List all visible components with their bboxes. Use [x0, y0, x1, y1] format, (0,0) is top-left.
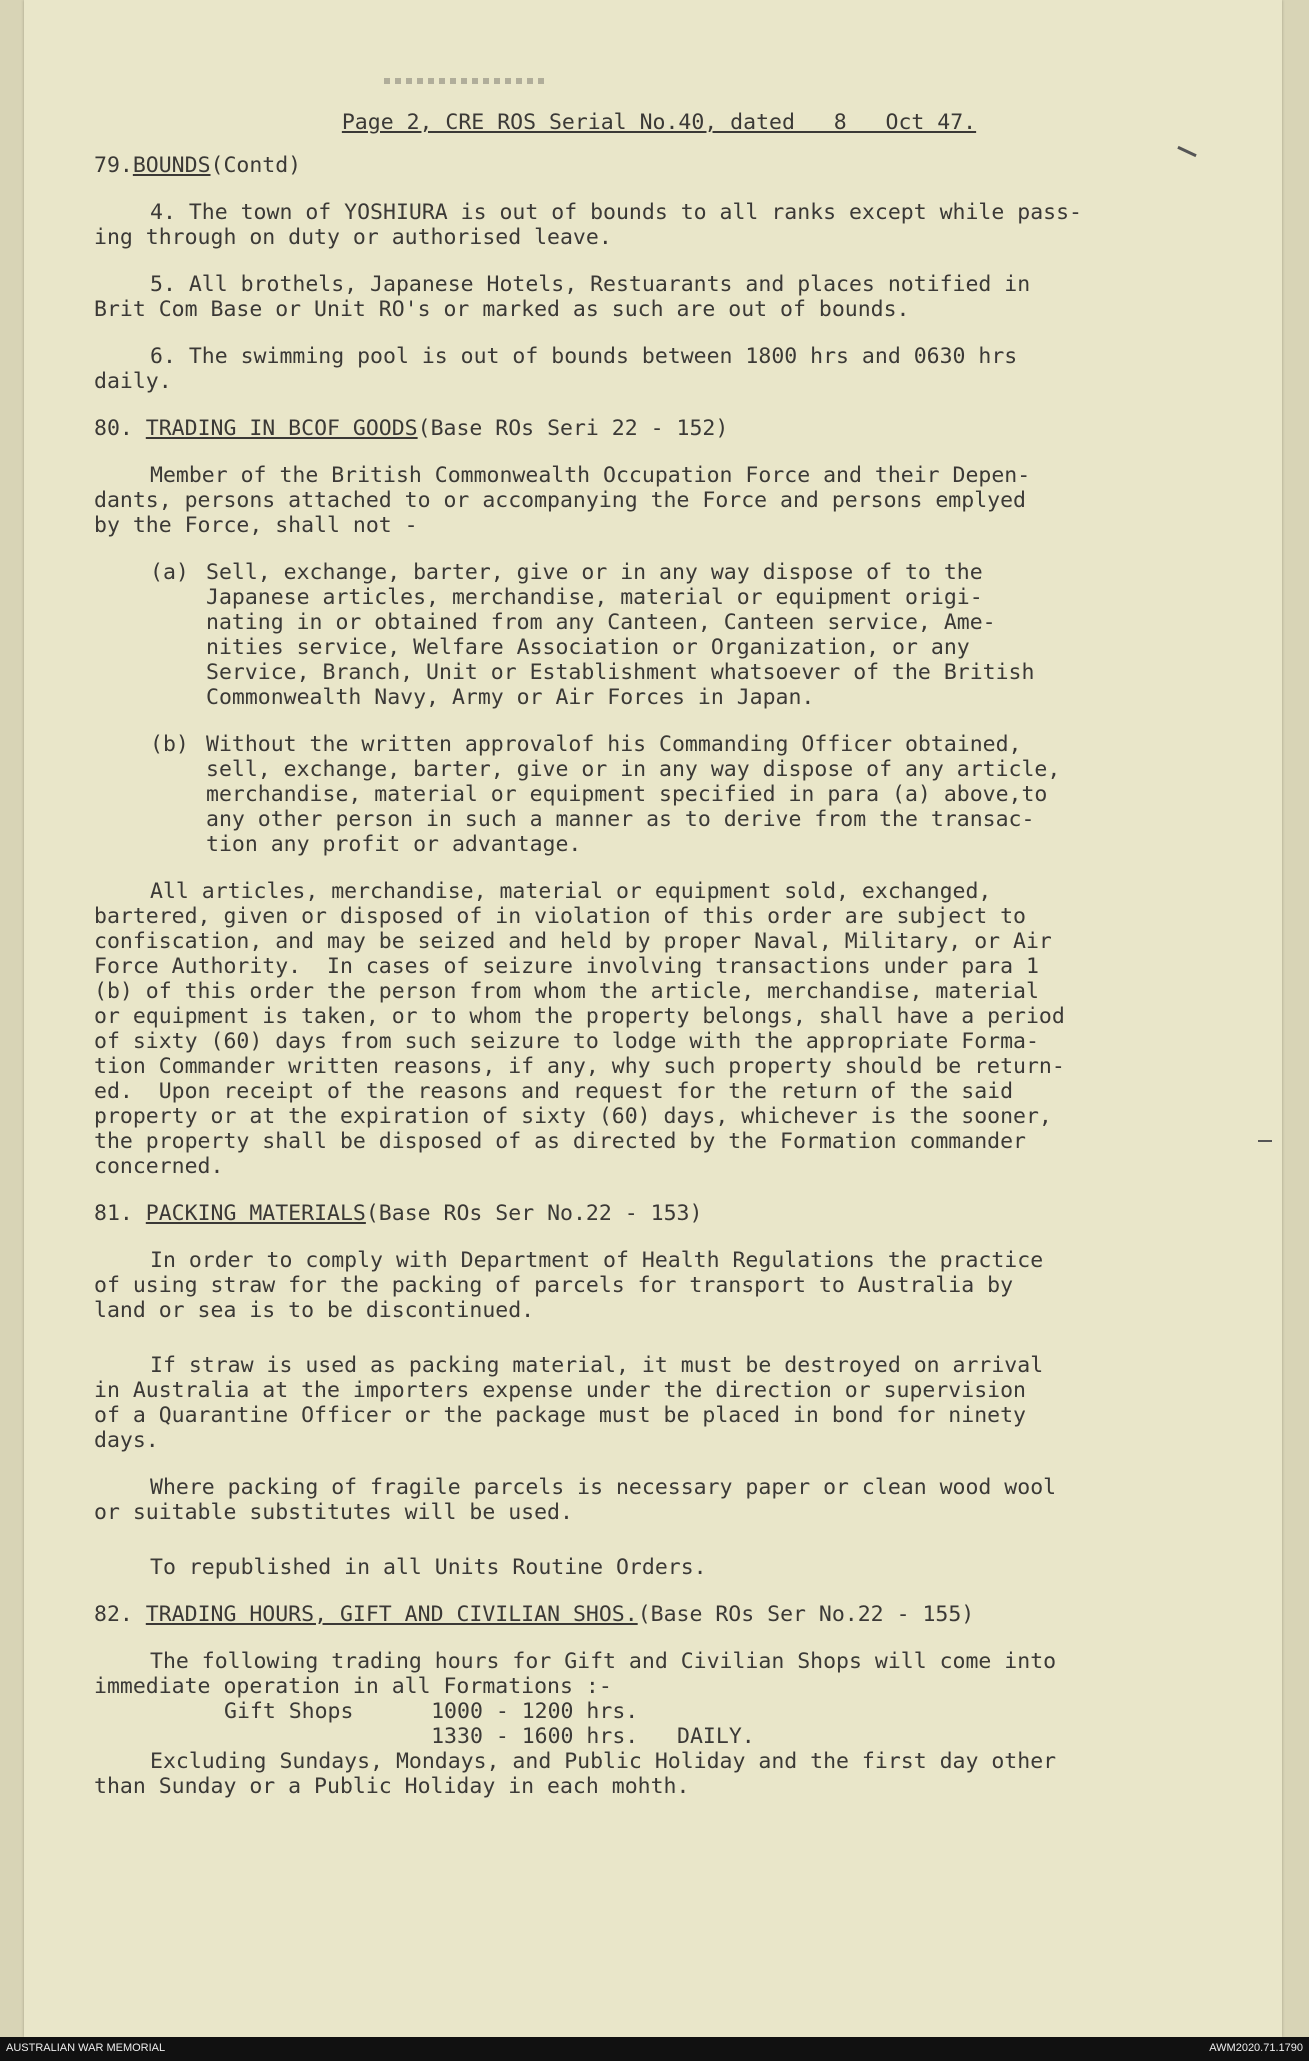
section-number: 80.: [94, 416, 133, 441]
text-line: ing through on duty or authorised leave.: [94, 225, 612, 250]
hours-table: [94, 1699, 1224, 1749]
section-80: [94, 416, 1224, 1179]
archive-footer: [0, 2037, 1309, 2061]
text-line: 6. The swimming pool is out of bounds between 1800 hrs and 0630 hrs: [150, 344, 1018, 369]
text-line: of a Quarantine Officer or the package must be placed in bond for ninety: [94, 1403, 1026, 1428]
section-title: TRADING HOURS, GIFT AND CIVILIAN SHOS.: [145, 1602, 638, 1627]
text-line: any other person in such a manner as to derive from the transac-: [206, 807, 1035, 832]
section-82: [94, 1602, 1224, 1799]
text-line: Member of the British Commonwealth Occupation Force and their Depen-: [150, 463, 1031, 488]
text-line: If straw is used as packing material, it must be destroyed on arrival: [150, 1353, 1044, 1378]
text-line: bartered, given or disposed of in violation of this order are subject to: [94, 904, 1026, 929]
text-line: or suitable substitutes will be used.: [94, 1500, 573, 1525]
text-line: 4. The town of YOSHIURA is out of bounds to all ranks except while pass-: [150, 200, 1082, 225]
text-line: the property shall be disposed of as directed by the Formation commander: [94, 1129, 1026, 1154]
text-line: The following trading hours for Gift and Civilian Shops will come into: [150, 1649, 1057, 1674]
section-heading: [94, 1201, 1224, 1226]
text-line: than Sunday or a Public Holiday in each mohth.: [94, 1774, 690, 1799]
text-line: of sixty (60) days from such seizure to lodge with the appropriate Forma-: [94, 1029, 1039, 1054]
item-label: (a): [150, 560, 189, 585]
text-line: Without the written approvalof his Commanding Officer obtained,: [206, 732, 1022, 757]
section-heading: [94, 416, 1224, 441]
text-line: days.: [94, 1428, 159, 1453]
text-line: land or sea is to be discontinued.: [94, 1298, 535, 1323]
text-line: tion any profit or advantage.: [206, 832, 582, 857]
text-line: All articles, merchandise, material or equipment sold, exchanged,: [150, 879, 992, 904]
text-line: Excluding Sundays, Mondays, and Public Holiday and the first day other: [150, 1749, 1057, 1774]
text-line: Force Authority. In cases of seizure involving transactions under para 1: [94, 954, 1039, 979]
text-line: To republished in all Units Routine Orders.: [150, 1555, 707, 1580]
text-line: sell, exchange, barter, give or in any way dispose of any article,: [206, 757, 1061, 782]
text-line: ed. Upon receipt of the reasons and request for the return of the said: [94, 1079, 1014, 1104]
text-line: Where packing of fragile parcels is necessary paper or clean wood wool: [150, 1475, 1057, 1500]
archive-reference: AWM2020.71.1790: [1209, 2042, 1303, 2054]
section-heading: [94, 153, 1224, 178]
section-title: PACKING MATERIALS: [145, 1201, 366, 1226]
section-reference: (Contd): [210, 153, 302, 178]
section-81: [94, 1201, 1224, 1580]
hours-line: Gift Shops 1000 - 1200 hrs.: [224, 1699, 639, 1724]
text-line: by the Force, shall not -: [94, 513, 418, 538]
paragraph: [94, 200, 1224, 225]
section-heading: [94, 1602, 1224, 1627]
text-line: merchandise, material or equipment specified in para (a) above,to: [206, 782, 1048, 807]
list-item: [94, 560, 1224, 710]
section-reference: (Base ROs Ser No.22 - 153): [365, 1201, 703, 1226]
page-header: Page 2, CRE ROS Serial No.40, dated 8 Oct 47.: [341, 110, 977, 135]
text-line: property or at the expiration of sixty (60) days, whichever is the sooner,: [94, 1104, 1052, 1129]
text-line: immediate operation in all Formations :-: [94, 1674, 612, 1699]
text-line: in Australia at the importers expense under the direction or supervision: [94, 1378, 1026, 1403]
section-reference: (Base ROs Ser No.22 - 155): [637, 1602, 975, 1627]
text-line: Sell, exchange, barter, give or in any way dispose of to the: [206, 560, 983, 585]
margin-mark: [1258, 1140, 1272, 1142]
section-number: 81.: [94, 1201, 133, 1226]
text-line: In order to comply with Department of Health Regulations the practice: [150, 1248, 1044, 1273]
hours-line: 1330 - 1600 hrs. DAILY.: [224, 1724, 755, 1749]
text-line: nating in or obtained from any Canteen, Canteen service, Ame-: [206, 610, 996, 635]
section-number: 82.: [94, 1602, 133, 1627]
text-line: Brit Com Base or Unit RO's or marked as such are out of bounds.: [94, 297, 910, 322]
document-body: [94, 110, 1224, 1799]
text-line: Commonwealth Navy, Army or Air Forces in Japan.: [206, 685, 815, 710]
document-page: [24, 0, 1282, 2037]
text-line: dants, persons attached to or accompanying the Force and persons emplyed: [94, 488, 1026, 513]
item-label: (b): [150, 732, 189, 757]
section-title: BOUNDS: [132, 153, 211, 178]
list-item: [94, 732, 1224, 857]
faded-stamp-mark: [384, 78, 544, 84]
text-line: Service, Branch, Unit or Establishment whatsoever of the British: [206, 660, 1035, 685]
section-reference: (Base ROs Seri 22 - 152): [417, 416, 729, 441]
text-line: nities service, Welfare Association or Organization, or any: [206, 635, 970, 660]
text-line: Japanese articles, merchandise, material or equipment origi-: [206, 585, 983, 610]
section-79: [94, 153, 1224, 394]
text-line: of using straw for the packing of parcels for transport to Australia by: [94, 1273, 1014, 1298]
text-line: confiscation, and may be seized and held by proper Naval, Military, or Air: [94, 929, 1052, 954]
text-line: tion Commander written reasons, if any, why such property should be return-: [94, 1054, 1065, 1079]
section-title: TRADING IN BCOF GOODS: [145, 416, 418, 441]
text-line: or equipment is taken, or to whom the property belongs, shall have a period: [94, 1004, 1065, 1029]
text-line: 5. All brothels, Japanese Hotels, Restuarants and places notified in: [150, 272, 1031, 297]
archive-name: AUSTRALIAN WAR MEMORIAL: [6, 2042, 166, 2054]
text-line: daily.: [94, 369, 172, 394]
section-number: 79.: [94, 153, 133, 178]
text-line: (b) of this order the person from whom the article, merchandise, material: [94, 979, 1039, 1004]
text-line: concerned.: [94, 1154, 224, 1179]
